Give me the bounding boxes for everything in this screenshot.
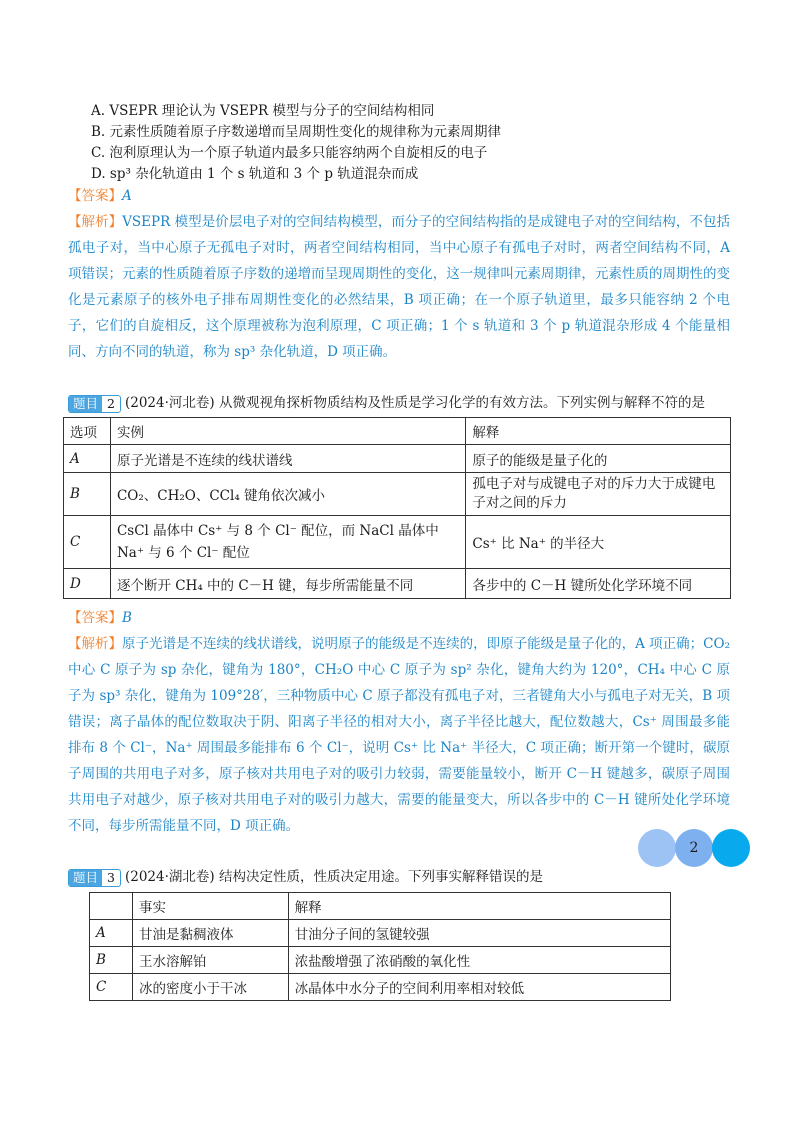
q2-table [63, 417, 731, 599]
q2-explanation [68, 631, 730, 839]
header-fact: 事实 [132, 893, 288, 920]
row-example: CO₂、CH₂O、CCl₄ 键角依次减小 [110, 473, 465, 516]
q3-stem: (2024·湖北卷) 结构决定性质，性质决定用途。下列事实解释错误的是 [124, 869, 543, 885]
answer-value: A [122, 188, 132, 204]
row-option: A [90, 920, 133, 947]
q3-table [89, 892, 671, 1001]
table-row [64, 516, 731, 569]
q1-explanation [68, 209, 730, 365]
table-row [90, 947, 671, 974]
header-option: 选项 [64, 418, 111, 445]
page-circle-left [638, 829, 676, 867]
header-example: 实例 [110, 418, 465, 445]
page-circle-right [712, 829, 750, 867]
row-option: A [64, 445, 111, 473]
q1-answer [68, 186, 132, 206]
row-fact: 冰的密度小于干冰 [132, 974, 288, 1001]
page-number-badge [638, 829, 750, 867]
badge-label: 题目 [69, 870, 102, 886]
badge-label: 题目 [69, 396, 102, 412]
question-badge [68, 395, 121, 413]
badge-number: 3 [107, 869, 115, 885]
explanation-tag: 【解析】 [68, 214, 123, 230]
row-reason: 甘油分子间的氢键较强 [288, 920, 670, 947]
row-option: D [64, 569, 111, 599]
row-example: 逐个断开 CH₄ 中的 C－H 键，每步所需能量不同 [110, 569, 465, 599]
q2-answer [68, 608, 132, 628]
table-header-row [90, 893, 671, 920]
row-example: 原子光谱是不连续的线状谱线 [110, 445, 465, 473]
row-reason: 各步中的 C－H 键所处化学环境不同 [466, 569, 731, 599]
q3-stem-line [68, 866, 543, 888]
table-row [64, 569, 731, 599]
row-reason: 原子的能级是量子化的 [466, 445, 731, 473]
table-row [64, 445, 731, 473]
row-reason: 浓盐酸增强了浓硝酸的氧化性 [288, 947, 670, 974]
row-reason: 孤电子对与成键电子对的斥力大于成键电子对之间的斥力 [466, 473, 731, 516]
table-row [90, 974, 671, 1001]
page-number: 2 [689, 840, 699, 856]
row-reason: 冰晶体中水分子的空间利用率相对较低 [288, 974, 670, 1001]
q2-stem: (2024·河北卷) 从微观视角探析物质结构及性质是学习化学的有效方法。下列实例与解释不符的是 [124, 395, 705, 411]
answer-tag: 【答案】 [68, 610, 122, 626]
answer-value: B [122, 610, 132, 626]
row-reason: Cs⁺ 比 Na⁺ 的半径大 [466, 516, 731, 569]
header-blank [90, 893, 133, 920]
table-header-row [64, 418, 731, 445]
explanation-text: 原子光谱是不连续的线状谱线，说明原子的能级是不连续的，即原子能级是量子化的，A 项正确；CO₂ 中心 C 原子为 sp 杂化，键角为 180°，CH₂O 中心 C 原子为 sp² 杂化，键角大约为 120°，CH₄ 中心 C 原子为 sp³ 杂化，键角为 109°28′，三种物质中心 C 原子都没有孤电子对，三者键角大小与孤电子对无关，B 项错误；离子晶体的配位数取决于阴、阳离子半径的相对大小，离子半径比越大，配位数越大，Cs⁺ 周围最多能排布 8 个 Cl⁻，Na⁺ 周围最多能排布 6 个 Cl⁻，说明 Cs⁺ 比 Na⁺ 半径大，C 项正确；断开第一个键时，碳原子周围的共用电子对多，原子核对共用电子对的吸引力较弱，需要能量较小，断开 C－H 键越多，碳原子周围共用电子对越少，原子核对共用电子对的吸引力越大，需要的能量变大，所以各步中的 C－H 键所处化学环境不同，每步所需能量不同，D 项正确。 [68, 636, 730, 834]
row-fact: 甘油是黏稠液体 [132, 920, 288, 947]
row-option: C [64, 516, 111, 569]
explanation-text: VSEPR 模型是价层电子对的空间结构模型，而分子的空间结构指的是成键电子对的空间结构，不包括孤电子对，当中心原子无孤电子对时，两者空间结构相同，当中心原子有孤电子对时，两者空间结构不同，A 项错误；元素的性质随着原子序数的递增而呈现周期性的变化，这一规律叫元素周期律，元素性质的周期性的变化是元素原子的核外电子排布周期性变化的必然结果，B 项正确；在一个原子轨道里，最多只能容纳 2 个电子，它们的自旋相反，这个原理被称为泡利原理，C 项正确；1 个 s 轨道和 3 个 p 轨道混杂形成 4 个能量相同、方向不同的轨道，称为 sp³ 杂化轨道，D 项正确。 [68, 214, 730, 360]
row-option: B [90, 947, 133, 974]
table-row [64, 473, 731, 516]
row-option: B [64, 473, 111, 516]
header-reason: 解释 [288, 893, 670, 920]
header-reason: 解释 [466, 418, 731, 445]
q1-option-a: A. VSEPR 理论认为 VSEPR 模型与分子的空间结构相同 [91, 103, 435, 119]
row-example: CsCl 晶体中 Cs⁺ 与 8 个 Cl⁻ 配位，而 NaCl 晶体中 Na⁺ 与 6 个 Cl⁻ 配位 [110, 516, 465, 569]
badge-number: 2 [107, 395, 115, 411]
answer-tag: 【答案】 [68, 188, 122, 204]
q1-option-c: C. 泡利原理认为一个原子轨道内最多只能容纳两个自旋相反的电子 [91, 145, 488, 161]
row-option: C [90, 974, 133, 1001]
row-fact: 王水溶解铂 [132, 947, 288, 974]
table-row [90, 920, 671, 947]
explanation-tag: 【解析】 [68, 636, 123, 652]
q1-option-d: D. sp³ 杂化轨道由 1 个 s 轨道和 3 个 p 轨道混杂而成 [91, 166, 419, 182]
q1-option-b: B. 元素性质随着原子序数递增而呈周期性变化的规律称为元素周期律 [91, 124, 502, 140]
question-badge [68, 869, 121, 887]
q2-stem-line [68, 392, 705, 414]
